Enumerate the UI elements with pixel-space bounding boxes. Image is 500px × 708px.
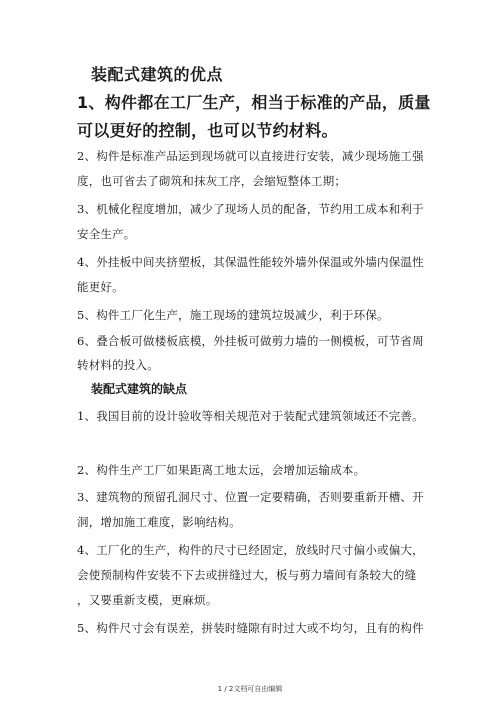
advantage-2-line-1: 2、构件是标准产品运到现场就可以直接进行安装，减少现场施工强 <box>77 149 424 163</box>
advantage-4-line-1: 4、外挂板中间夹挤塑板，其保温性能较外墙外保温或外墙内保温性 <box>77 255 424 269</box>
disadvantage-4-line-1: 4、工厂化的生产，构件的尺寸已经固定，放线时尺寸偏小或偏大， <box>77 543 424 557</box>
advantage-5: 5、构件工厂化生产，施工现场的建筑垃圾减少，利于环保。 <box>77 308 389 322</box>
advantage-1-line-2: 可以更好的控制，也可以节约材料。 <box>77 121 338 140</box>
disadvantage-1: 1、我国目前的设计验收等相关规范对于装配式建筑领域还不完善。 <box>77 409 424 423</box>
advantage-6-line-1: 6、叠合板可做楼板底模，外挂板可做剪力墙的一侧模板，可节省周 <box>77 334 424 348</box>
disadvantage-5: 5、构件尺寸会有误差，拼装时缝隙有时过大或不均匀，且有的构件 <box>77 621 424 635</box>
page-footer: 1 / 2文档可自由编辑 <box>217 685 283 693</box>
advantage-6-line-2: 转材料的投入。 <box>77 358 159 372</box>
advantage-3-line-2: 安全生产。 <box>77 227 136 241</box>
advantage-2-line-2: 度，也可省去了砌筑和抹灰工序，会缩短整体工期； <box>77 174 347 188</box>
disadvantage-4-line-2: 会使预制构件安装不下去或拼缝过大，板与剪力墙间有条较大的缝 <box>77 568 417 582</box>
disadvantage-3-line-2: 洞，增加施工难度，影响结构。 <box>77 515 241 529</box>
disadvantage-4-line-3: ，又要重新支模，更麻烦。 <box>77 593 218 607</box>
advantages-heading: 装配式建筑的优点 <box>91 65 224 84</box>
disadvantages-heading: 装配式建筑的缺点 <box>91 382 188 396</box>
advantage-1-line-1: 1、构件都在工厂生产，相当于标准的产品，质量 <box>77 93 431 112</box>
disadvantage-2: 2、构件生产工厂如果距离工地太远，会增加运输成本。 <box>77 463 366 477</box>
disadvantage-3-line-1: 3、建筑物的预留孔洞尺寸、位置一定要精确，否则要重新开槽、开 <box>77 490 424 504</box>
advantage-3-line-1: 3、机械化程度增加，减少了现场人员的配备，节约用工成本和利于 <box>77 202 424 216</box>
advantage-4-line-2: 能更好。 <box>77 280 124 294</box>
